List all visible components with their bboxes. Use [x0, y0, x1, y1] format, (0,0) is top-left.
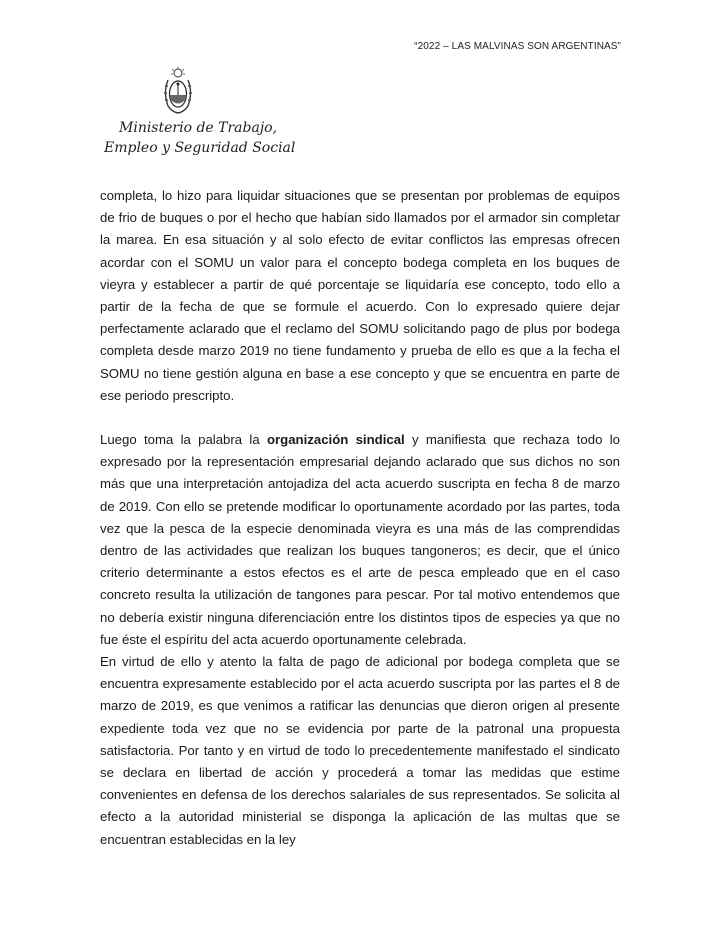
header-motto: “2022 – LAS MALVINAS SON ARGENTINAS” [414, 41, 621, 52]
paragraph-2-rest: y manifiesta que rechaza todo lo expresado por la representación empresarial dejando aclarado que sus dichos no son más que una interpretación antojadiza del acta acuerdo suscripta en fecha 8 de marzo de 2019. Con ello se pretende modificar lo oportunamente acordado por las partes, toda vez que la pesca de la especie denominada vieyra es una más de las comprendidas dentro de las actividades que realizan los buques tangoneros; es decir, que el único criterio determinante a estos efectos es el arte de pesca empleado que en el caso concreto resulta la utilización de tangones para pescar. Por tal motivo entendemos que no debería existir ninguna diferenciación entre los distintos tipos de especies ya que no fue éste el espíritu del acta acuerdo oportunamente celebrada. [100, 432, 620, 647]
coat-of-arms-icon [160, 66, 196, 116]
ministry-name [104, 118, 295, 158]
paragraph-2-bold: organización sindical [266, 432, 405, 448]
paragraph-1: completa, lo hizo para liquidar situaciones que se presentan por problemas de equipos de frio de buques o por el hecho que habían sido llamados por el armador sin completar la marea. En esa situación y al solo efecto de evitar conflictos las empresas ofrecen acordar con el SOMU un valor para el concepto bodega completa en los buques de vieyra y establecer a partir de qué porcentaje se liquidaría ese concepto, todo ello a partir de la fecha de que se formule el acuerdo. Con lo expresado quiere dejar perfectamente aclarado que el reclamo del SOMU solicitando pago de plus por bodega completa desde marzo 2019 no tiene fundamento y prueba de ello es que a la fecha el SOMU no tiene gestión alguna en base a ese concepto y que se encuentra en parte de ese periodo prescripto. [100, 188, 620, 403]
paragraph-2 [100, 429, 620, 651]
ministry-name-line2: Empleo y Seguridad Social [104, 140, 296, 156]
ministry-name-line1: Ministerio de Trabajo, [119, 120, 278, 136]
paragraph-3: En virtud de ello y atento la falta de pago de adicional por bodega completa que se encuentra expresamente establecido por el acta acuerdo suscripta por las partes el 8 de marzo de 2019, es que venimos a ratificar las denuncias que dieron origen al presente expediente toda vez que no se evidencia por parte de la patronal una propuesta satisfactoria. Por tanto y en virtud de todo lo precedentemente manifestado el sindicato se declara en libertad de acción y procederá a tomar las medidas que estime convenientes en defensa de los derechos salariales de sus representados. Se solicita al efecto a la autoridad ministerial se disponga la aplicación de las multas que se encuentran establecidas en la ley [100, 654, 620, 847]
paragraph-2-start: Luego toma la palabra la [100, 432, 267, 448]
document-body [100, 185, 620, 851]
